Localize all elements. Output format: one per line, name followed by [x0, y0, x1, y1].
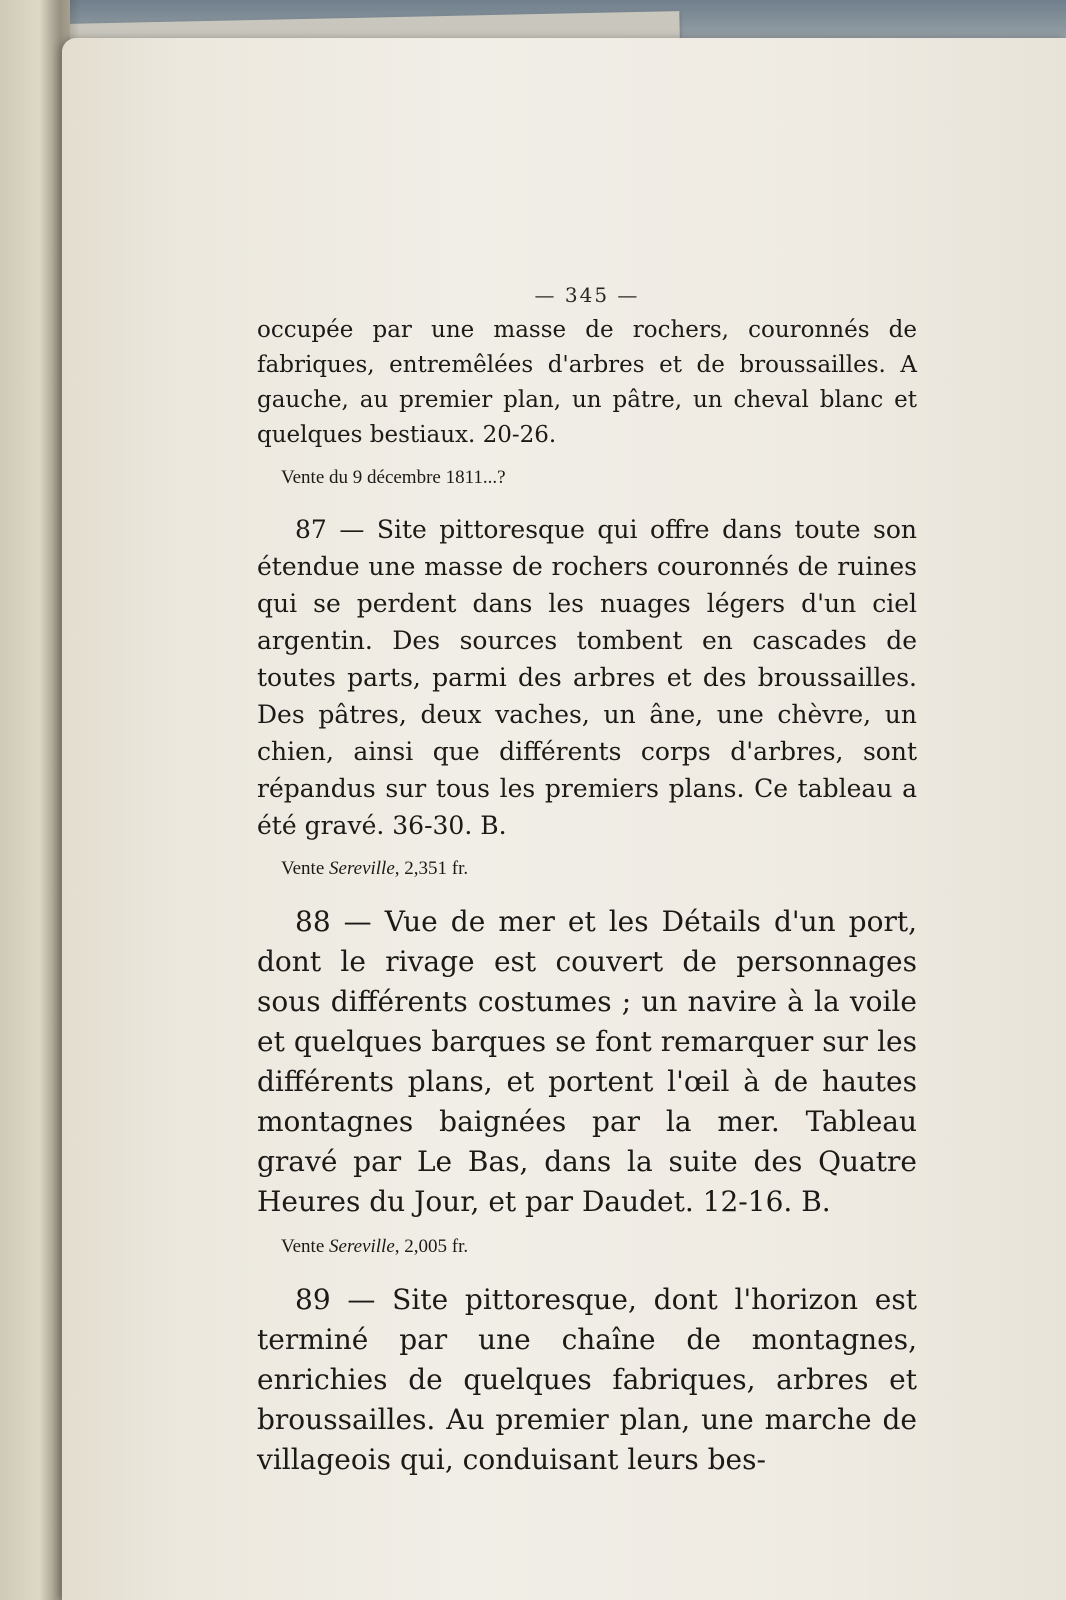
- sale-name: Sereville: [329, 1236, 395, 1257]
- page-number: — 345 —: [534, 283, 640, 307]
- sale-prefix: Vente: [281, 858, 325, 879]
- page-text: [257, 283, 917, 1480]
- sale-price: , 2,351 fr.: [394, 858, 469, 879]
- entry-87: 87 — Site pittoresque qui offre dans toute son étendue une masse de rochers couronnés de ruines qui se perdent dans les nuages légers d'un ciel argentin. Des sources tombent en cascades de toutes parts, parmi des arbres et des broussailles. Des pâtres, deux vaches, un âne, une chèvre, un chien, ainsi que différents corps d'arbres, sont répandus sur tous les premiers plans. Ce tableau a été gravé. 36-30. B.: [257, 515, 917, 840]
- continuation-paragraph: occupée par une masse de rochers, couronnés de fabriques, entremêlées d'arbres et de broussailles. A gauche, au premier plan, un pâtre, un cheval blanc et quelques bestiaux. 20-26.: [257, 317, 917, 448]
- sale-name: Sereville: [329, 858, 395, 879]
- sale-price: , 2,005 fr.: [394, 1236, 469, 1257]
- sale-prefix: Vente: [281, 1236, 325, 1257]
- entry-89: 89 — Site pittoresque, dont l'horizon est terminé par une chaîne de montagnes, enrichies de quelques fabriques, arbres et broussailles. Au premier plan, une marche de villageois qui, conduisant leurs bes-: [257, 1283, 917, 1476]
- sale-note-1: Vente du 9 décembre 1811...?: [281, 467, 506, 488]
- entry-88: 88 — Vue de mer et les Détails d'un port, dont le rivage est couvert de personnages sous différents costumes ; un navire à la voile et quelques barques se font remarquer sur les différents plans, et portent l'œil à de hautes montagnes baignées par la mer. Tableau gravé par Le Bas, dans la suite des Quatre Heures du Jour, et par Daudet. 12-16. B.: [257, 905, 917, 1218]
- book-page: [62, 38, 1066, 1600]
- sale-note-88: [281, 1236, 917, 1258]
- sale-note-87: [281, 858, 917, 880]
